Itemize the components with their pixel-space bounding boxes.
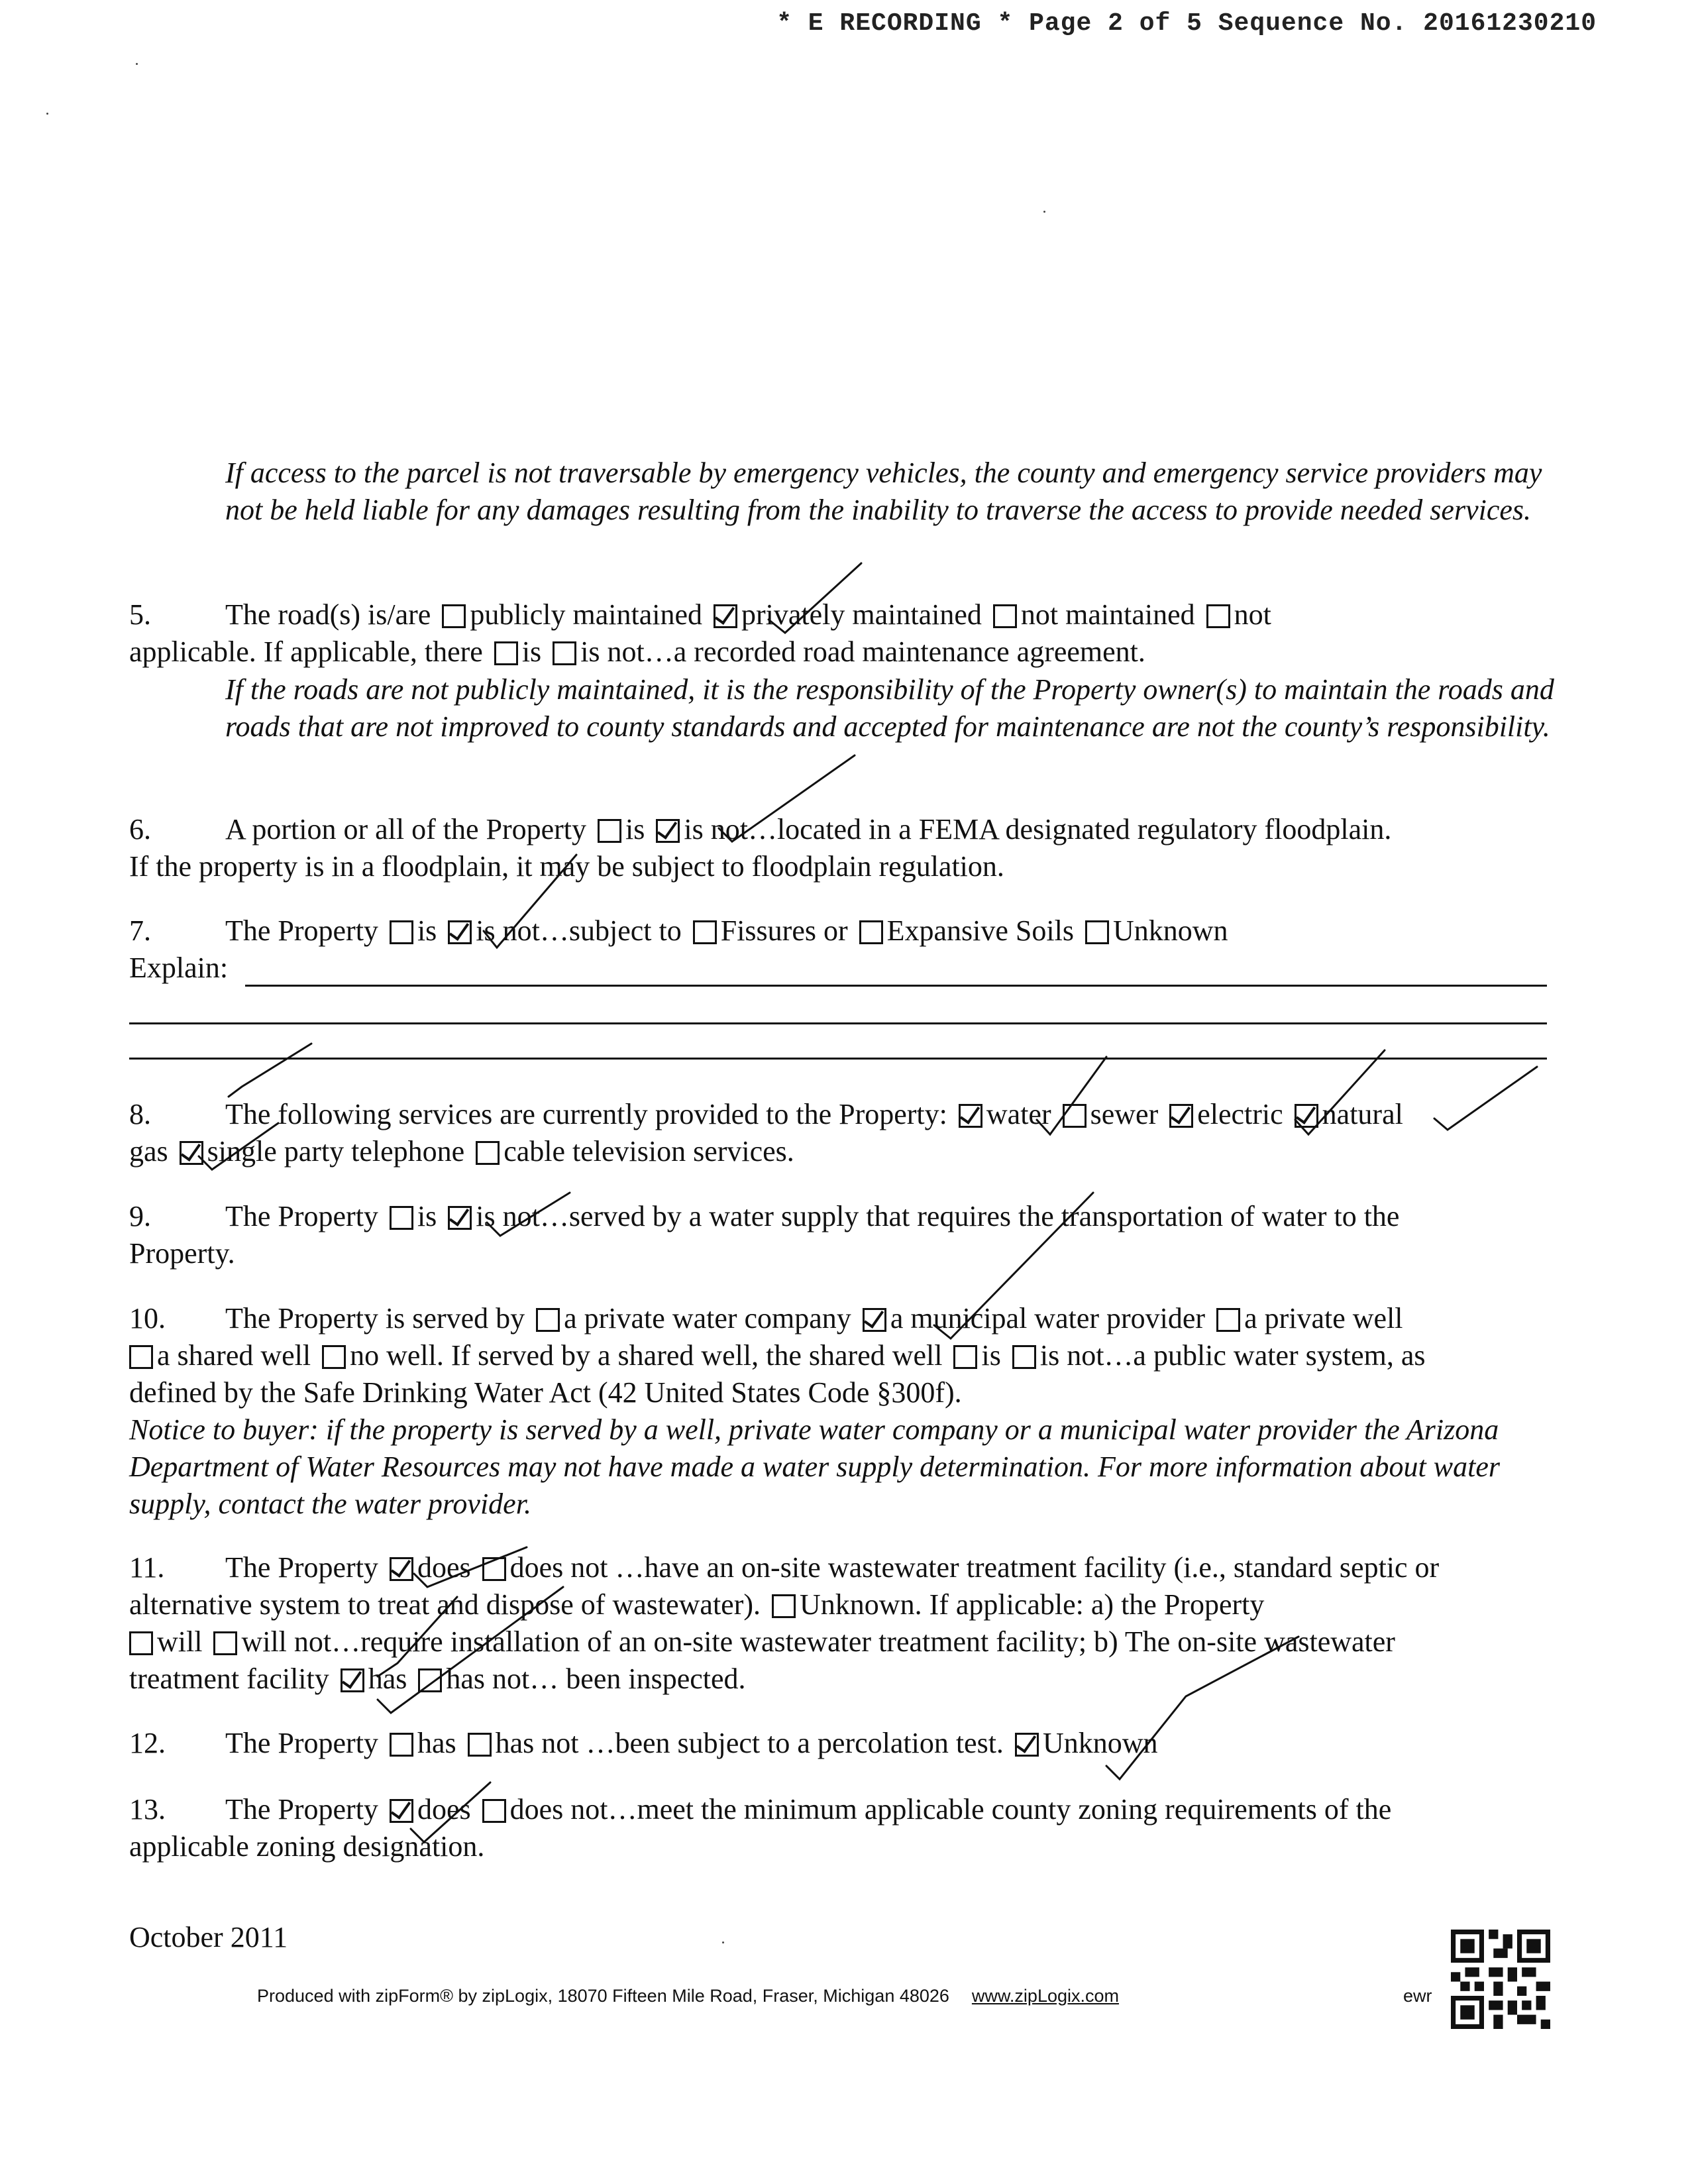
item-11-lead: The Property (225, 1551, 378, 1584)
form-date: October 2011 (129, 1921, 288, 1953)
recording-header: * E RECORDING * Page 2 of 5 Sequence No. 20161230210 (776, 9, 1597, 38)
item-number: 10. (129, 1302, 166, 1335)
checkbox-agreement-is-not[interactable] (553, 641, 576, 665)
label-zoning-does: does (417, 1793, 471, 1826)
item-9 (129, 1198, 1567, 1272)
item-10-lead: The Property is served by (225, 1302, 525, 1335)
label-perc-unknown: Unknown (1042, 1727, 1158, 1759)
label-not-applicable-b: applicable. If applicable, there (129, 635, 483, 668)
label-private-well: a private well (1244, 1302, 1403, 1335)
checkbox-perc-unknown[interactable] (1015, 1733, 1039, 1757)
item-10-line3: defined by the Safe Drinking Water Act (42 United States Code §300f). (129, 1376, 962, 1409)
explain-input-line-1[interactable] (245, 985, 1547, 987)
checkbox-privately-maintained[interactable] (714, 604, 737, 628)
item-5-lead: The road(s) is/are (225, 598, 431, 631)
item-11-line2a: alternative system to treat and dispose of wastewater). (129, 1588, 761, 1621)
item-number: 12. (129, 1727, 166, 1759)
item-8-lead: The following services are currently provided to the Property: (225, 1098, 947, 1130)
label-hauled-water-is-not: is not…served by a water supply that requires the transportation of water to the (476, 1200, 1400, 1232)
label-zoning-does-not: does not…meet the minimum applicable county zoning requirements of the (509, 1793, 1392, 1826)
label-natural-gas-a: natural (1322, 1098, 1403, 1130)
checkbox-natural-gas[interactable] (1295, 1104, 1318, 1128)
scan-speck (136, 63, 138, 65)
label-natural-gas-b: gas (129, 1135, 168, 1168)
item-6-lead: A portion or all of the Property (225, 813, 587, 846)
checkbox-perc-has-not[interactable] (468, 1733, 492, 1757)
checkbox-install-will-not[interactable] (213, 1631, 237, 1655)
label-municipal-water: a municipal water provider (890, 1302, 1206, 1335)
label-hauled-water-is: is (417, 1200, 437, 1232)
item-11-line4: treatment facility (129, 1663, 329, 1695)
checkbox-shared-well[interactable] (129, 1345, 153, 1369)
item-number: 7. (129, 914, 151, 947)
item-number: 8. (129, 1098, 151, 1130)
label-inspected-has: has (368, 1663, 407, 1695)
checkbox-zoning-does-not[interactable] (482, 1799, 506, 1823)
label-public-system-is: is (981, 1339, 1001, 1372)
checkbox-zoning-does[interactable] (390, 1799, 413, 1823)
checkbox-public-system-is[interactable] (953, 1345, 977, 1369)
checkbox-floodplain-is-not[interactable] (656, 819, 680, 843)
scan-speck (46, 113, 48, 115)
checkbox-septic-does-not[interactable] (482, 1557, 506, 1581)
checkbox-hauled-water-is[interactable] (390, 1206, 413, 1230)
item-10 (129, 1300, 1567, 1523)
checkbox-inspected-has-not[interactable] (418, 1668, 442, 1692)
checkbox-private-water-company[interactable] (536, 1308, 560, 1332)
checkbox-floodplain-is[interactable] (598, 819, 621, 843)
label-sewer: sewer (1090, 1098, 1159, 1130)
item-13-line2: applicable zoning designation. (129, 1830, 485, 1863)
item-12-lead: The Property (225, 1727, 378, 1759)
checkbox-private-well[interactable] (1216, 1308, 1240, 1332)
checkbox-soils-is-not[interactable] (448, 920, 472, 944)
explain-input-line-3[interactable] (129, 1058, 1547, 1060)
checkbox-soils-is[interactable] (390, 920, 413, 944)
label-soils-is-not: is not…subject to (476, 914, 682, 947)
checkbox-publicly-maintained[interactable] (442, 604, 466, 628)
checkbox-septic-unknown[interactable] (772, 1594, 796, 1618)
checkbox-public-system-is-not[interactable] (1012, 1345, 1036, 1369)
item-number: 5. (129, 598, 151, 631)
item-number: 13. (129, 1793, 166, 1826)
checkbox-telephone[interactable] (180, 1141, 203, 1165)
label-not-maintained: not maintained (1020, 598, 1195, 631)
item-number: 11. (129, 1551, 165, 1584)
label-agreement-is-not: is not…a recorded road maintenance agreement. (580, 635, 1145, 668)
initials-code: ewr (1403, 1986, 1432, 2006)
label-shared-well: a shared well (157, 1339, 311, 1372)
item-8 (129, 1096, 1567, 1170)
label-soils-is: is (417, 914, 437, 947)
label-telephone: single party telephone (207, 1135, 465, 1168)
emergency-access-notice: If access to the parcel is not traversable by emergency vehicles, the county and emergency service providers may not be held liable for any damages resulting from the inability to traverse the access to provide needed services. (225, 457, 1542, 526)
checkbox-inspected-has[interactable] (341, 1668, 364, 1692)
item-number: 9. (129, 1200, 151, 1232)
explain-input-line-2[interactable] (129, 1022, 1547, 1024)
label-install-will: will (157, 1625, 203, 1658)
water-supply-notice: Notice to buyer: if the property is served by a well, private water company or a municipal water provider the Arizona Department of Water Resources may not have made a water supply determination. For more information about water supply, contact the water provider. (129, 1413, 1500, 1520)
label-floodplain-is-not: is not…located in a FEMA designated regulatory floodplain. (684, 813, 1392, 846)
item-6 (129, 811, 1567, 885)
item-11 (129, 1549, 1567, 1698)
explain-label: Explain: (129, 952, 229, 984)
item-9-line2: Property. (129, 1237, 235, 1270)
label-electric: electric (1197, 1098, 1283, 1130)
item-7-lead: The Property (225, 914, 378, 947)
checkbox-no-well[interactable] (322, 1345, 346, 1369)
floodplain-note: If the property is in a floodplain, it may be subject to floodplain regulation. (129, 850, 1004, 883)
label-perc-has-not: has not …been subject to a percolation test. (495, 1727, 1004, 1759)
label-private-water-company: a private water company (564, 1302, 851, 1335)
ziplogix-link[interactable]: www.zipLogix.com (971, 1986, 1119, 2006)
checkbox-expansive-soils[interactable] (859, 920, 883, 944)
label-no-well: no well. If served by a shared well, the shared well (350, 1339, 943, 1372)
checkbox-not-applicable[interactable] (1206, 604, 1230, 628)
checkbox-sewer[interactable] (1063, 1104, 1086, 1128)
item-5 (129, 596, 1567, 671)
checkbox-perc-has[interactable] (390, 1733, 413, 1757)
roads-notice: If the roads are not publicly maintained, it is the responsibility of the Property owner(s) to maintain the roads and roads that are not improved to county standards and accepted for maintenance are not the county’s responsibility. (225, 673, 1554, 743)
label-privately-maintained: privately maintained (741, 598, 982, 631)
produced-by-footer (257, 1986, 1119, 2006)
item-number: 6. (129, 813, 151, 846)
checkbox-cable-tv[interactable] (476, 1141, 500, 1165)
checkbox-soils-unknown[interactable] (1085, 920, 1109, 944)
label-water: water (986, 1098, 1051, 1130)
label-public-system-is-not: is not…a public water system, as (1039, 1339, 1426, 1372)
checkbox-water[interactable] (959, 1104, 982, 1128)
label-septic-unknown: Unknown. (800, 1588, 922, 1621)
label-septic-does-not: does not …have an on-site wastewater treatment facility (i.e., standard septic or (509, 1551, 1440, 1584)
item-12 (129, 1725, 1567, 1762)
checkbox-not-maintained[interactable] (993, 604, 1017, 628)
label-inspected-has-not: has not… been inspected. (446, 1663, 746, 1695)
item-11-line2b: If applicable: a) the Property (929, 1588, 1265, 1621)
label-cable-tv: cable television services. (504, 1135, 794, 1168)
item-9-lead: The Property (225, 1200, 378, 1232)
label-fissures: Fissures or (720, 914, 848, 947)
checkbox-install-will[interactable] (129, 1631, 153, 1655)
label-soils-unknown: Unknown (1112, 914, 1228, 947)
scan-speck (722, 1941, 724, 1943)
label-floodplain-is: is (625, 813, 645, 846)
label-perc-has: has (417, 1727, 456, 1759)
item-7 (129, 912, 1567, 987)
label-septic-does: does (417, 1551, 471, 1584)
label-not-applicable-a: not (1234, 598, 1271, 631)
checkbox-fissures[interactable] (693, 920, 717, 944)
label-agreement-is: is (521, 635, 542, 668)
label-install-will-not: will not…require installation of an on-site wastewater treatment facility; b) The on-site wastewater (241, 1625, 1395, 1658)
item-13 (129, 1791, 1567, 1865)
produced-text: Produced with zipForm® by zipLogix, 18070 Fifteen Mile Road, Fraser, Michigan 48026 (257, 1986, 949, 2006)
checkbox-municipal-water[interactable] (863, 1308, 886, 1332)
item-13-lead: The Property (225, 1793, 378, 1826)
checkbox-septic-does[interactable] (390, 1557, 413, 1581)
qr-code-icon (1451, 1930, 1550, 2029)
label-expansive-soils: Expansive Soils (886, 914, 1074, 947)
scan-speck (1043, 211, 1045, 213)
checkbox-agreement-is[interactable] (494, 641, 518, 665)
label-publicly-maintained: publicly maintained (470, 598, 703, 631)
checkbox-electric[interactable] (1169, 1104, 1193, 1128)
checkbox-hauled-water-is-not[interactable] (448, 1206, 472, 1230)
